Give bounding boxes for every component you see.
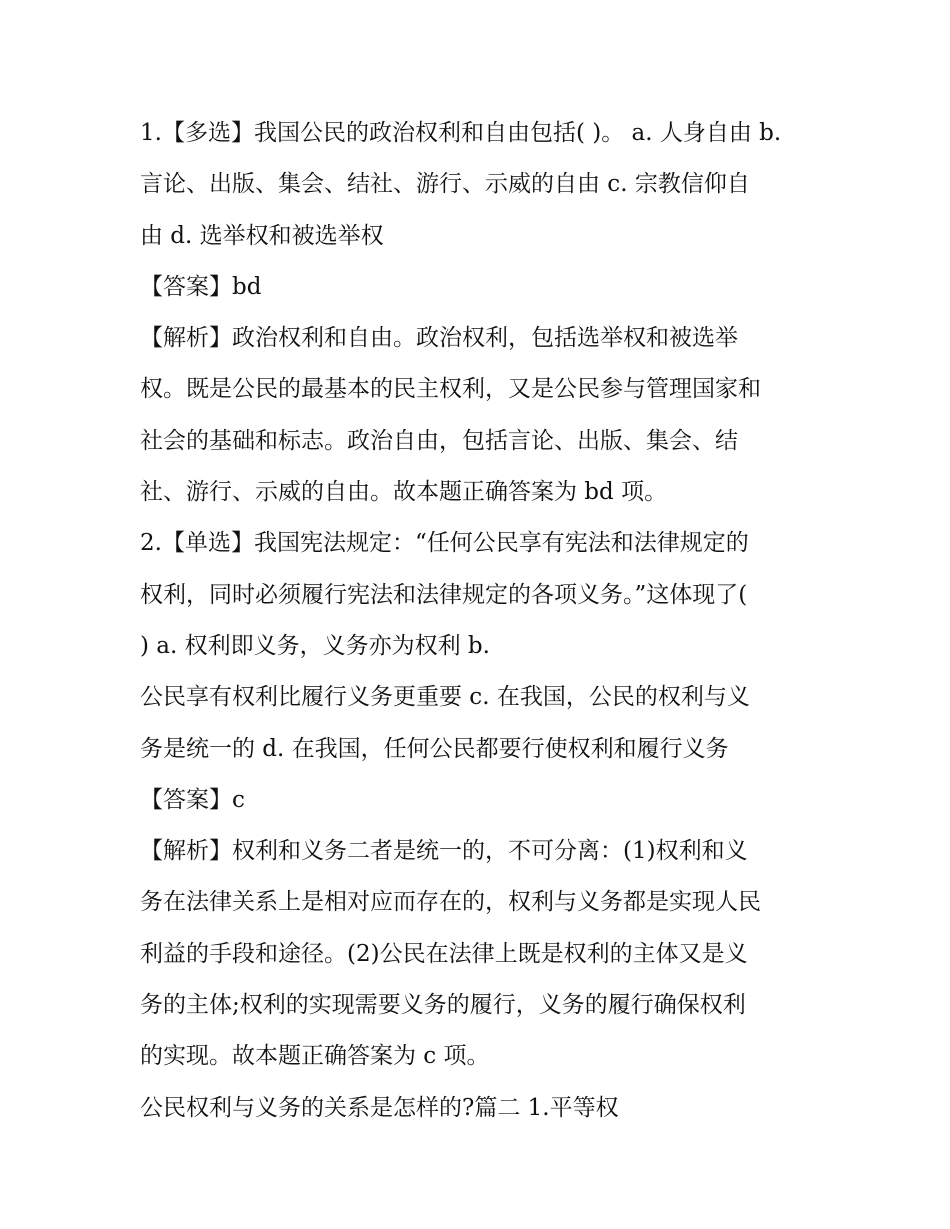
text-line: 务在法律关系上是相对应而存在的，权利与义务都是实现人民: [140, 889, 761, 916]
text-line: 权。既是公民的最基本的民主权利，又是公民参与管理国家和: [140, 376, 761, 403]
text-line: 的实现。故本题正确答案为 c 项。: [140, 1043, 490, 1070]
text-line: 社会的基础和标志。政治自由，包括言论、出版、集会、结: [140, 427, 738, 454]
text-line: 【答案】bd: [140, 273, 262, 300]
text-line: 社、游行、示威的自由。故本题正确答案为 bd 项。: [140, 479, 668, 506]
text-line: 务是统一的 d. 在我国，任何公民都要行使权利和履行义务: [140, 735, 729, 762]
text-line: 务的主体;权利的实现需要义务的履行，义务的履行确保权利: [140, 992, 746, 1019]
text-line: ) a. 权利即义务，义务亦为权利 b.: [140, 632, 490, 659]
text-line: 1.【多选】我国公民的政治权利和自由包括( )。 a. 人身自由 b.: [140, 120, 782, 146]
text-line: 【解析】权利和义务二者是统一的，不可分离：(1)权利和义: [140, 838, 748, 865]
text-line: 【解析】政治权利和自由。政治权利，包括选举权和被选举: [140, 325, 738, 352]
text-line: 由 d. 选举权和被选举权: [140, 222, 384, 249]
text-line: 权利，同时必须履行宪法和法律规定的各项义务。”这体现了(: [140, 581, 748, 608]
text-line: 言论、出版、集会、结社、游行、示威的自由 c. 宗教信仰自: [140, 171, 750, 198]
text-line: 公民权利与义务的关系是怎样的?篇二 1.平等权: [140, 1094, 619, 1121]
text-line: 2.【单选】我国宪法规定：“任何公民享有宪法和法律规定的: [140, 530, 749, 557]
text-line: 公民享有权利比履行义务更重要 c. 在我国，公民的权利与义: [140, 684, 750, 711]
text-line: 利益的手段和途径。(2)公民在法律上既是权利的主体又是义: [140, 940, 748, 967]
document-body: [140, 108, 820, 1134]
text-line: 【答案】c: [140, 786, 245, 813]
